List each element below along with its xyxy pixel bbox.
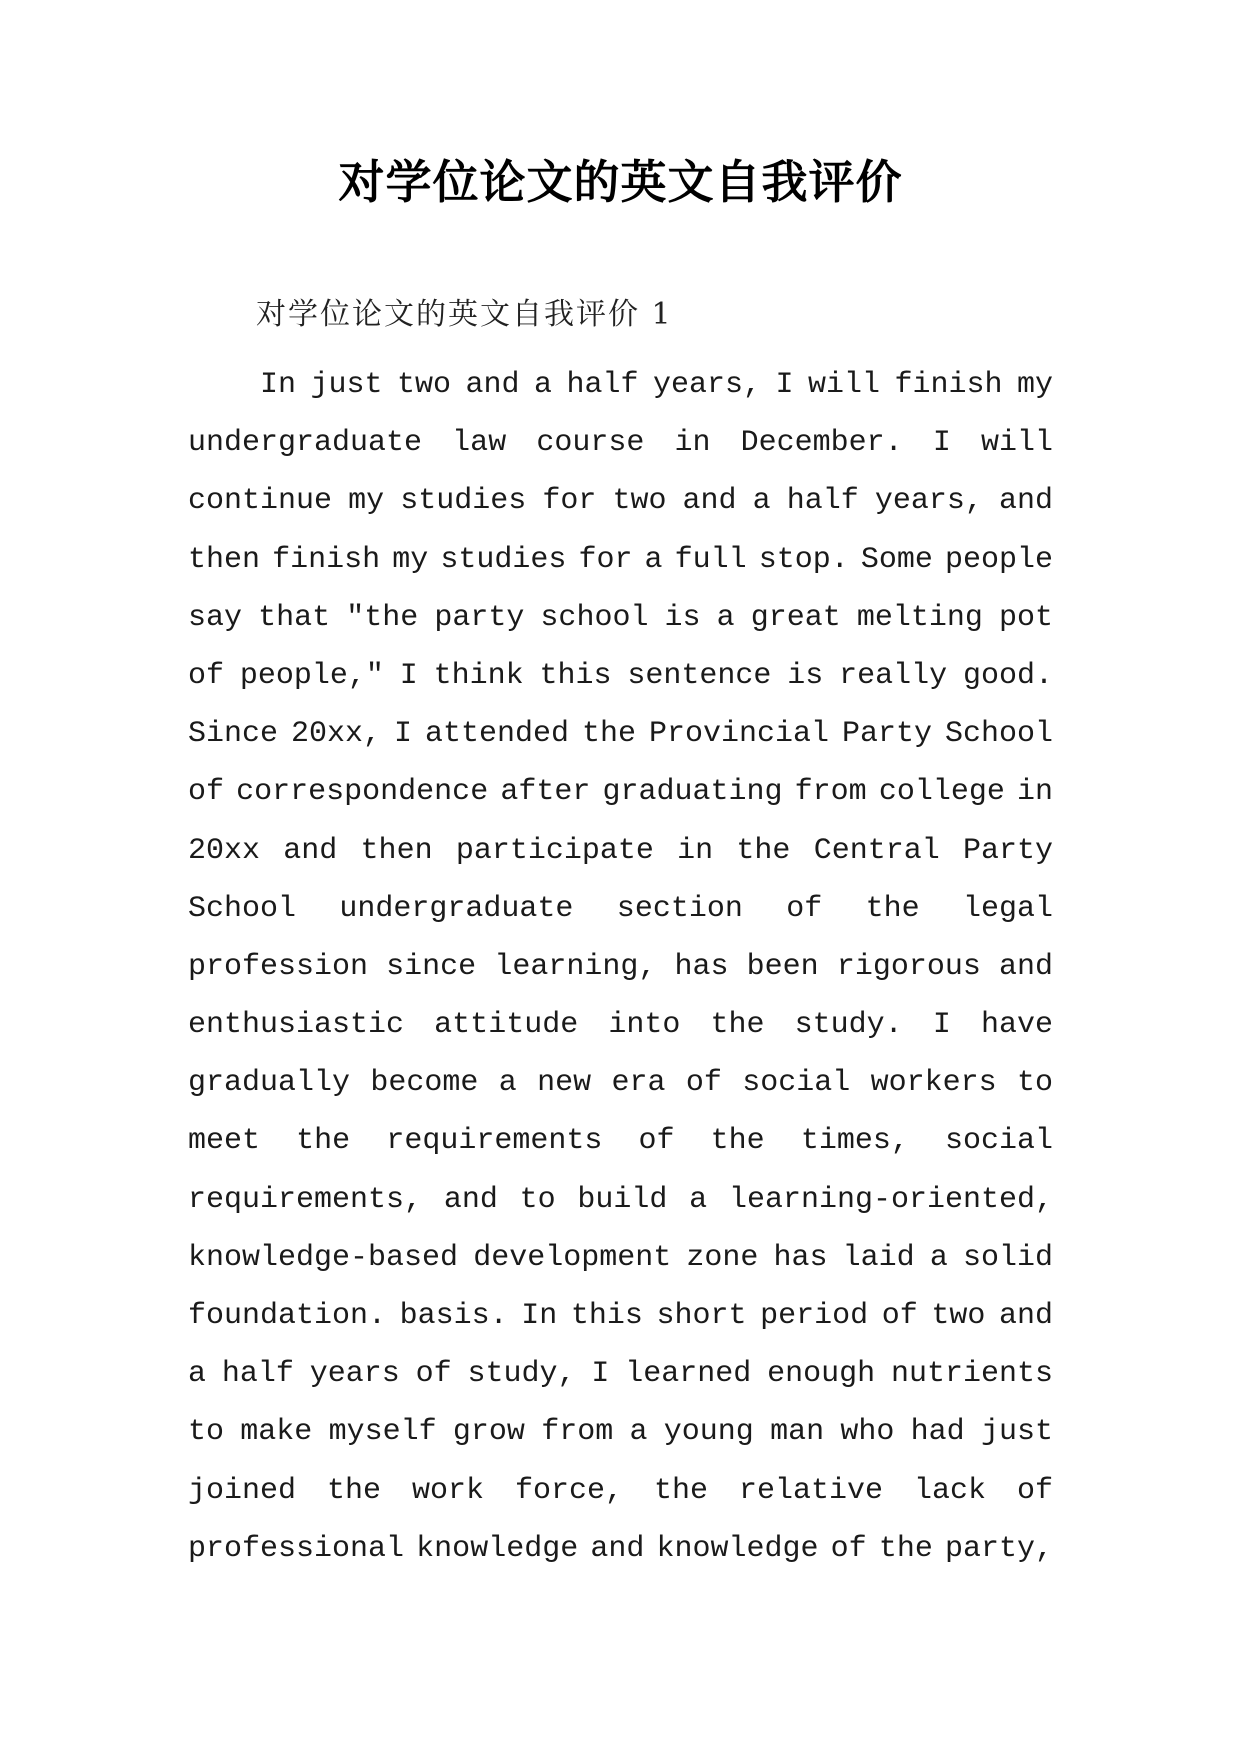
paragraph-line: professional knowledge and knowledge of the party, (188, 1531, 1053, 1566)
paragraph-line: then finish my studies for a full stop. Some people (188, 542, 1053, 577)
section-heading: 对学位论文的英文自我评价 1 (256, 297, 673, 332)
paragraph-line: knowledge-based development zone has laid a solid (188, 1240, 1053, 1275)
paragraph-line: enthusiastic attitude into the study. I have (188, 1008, 1053, 1043)
paragraph-line: of correspondence after graduating from college in (188, 775, 1053, 810)
paragraph-line: say that "the party school is a great melting pot (188, 600, 1053, 635)
document-title: 对学位论文的英文自我评价 (338, 155, 903, 209)
paragraph-line: a half years of study, I learned enough nutrients (188, 1357, 1053, 1392)
paragraph-line: meet the requirements of the times, social (188, 1124, 1053, 1159)
paragraph-line: gradually become a new era of social workers to (188, 1066, 1053, 1101)
paragraph-line: undergraduate law course in December. I will (188, 426, 1053, 461)
body-paragraph (188, 356, 1053, 1578)
paragraph-line: Since 20xx, I attended the Provincial Party School (188, 717, 1053, 752)
paragraph-line: In just two and a half years, I will finish my (260, 368, 1053, 402)
paragraph-line: profession since learning, has been rigorous and (188, 949, 1053, 984)
paragraph-line: continue my studies for two and a half years, and (188, 484, 1053, 519)
paragraph-line: requirements, and to build a learning-oriented, (188, 1182, 1053, 1217)
paragraph-line: to make myself grow from a young man who had just (188, 1415, 1053, 1450)
paragraph-line: joined the work force, the relative lack of (188, 1473, 1053, 1508)
paragraph-line: foundation. basis. In this short period of two and (188, 1299, 1053, 1333)
paragraph-line: 20xx and then participate in the Central Party (188, 833, 1053, 868)
paragraph-line: of people," I think this sentence is really good. (188, 658, 1053, 693)
paragraph-line: School undergraduate section of the legal (188, 891, 1053, 926)
